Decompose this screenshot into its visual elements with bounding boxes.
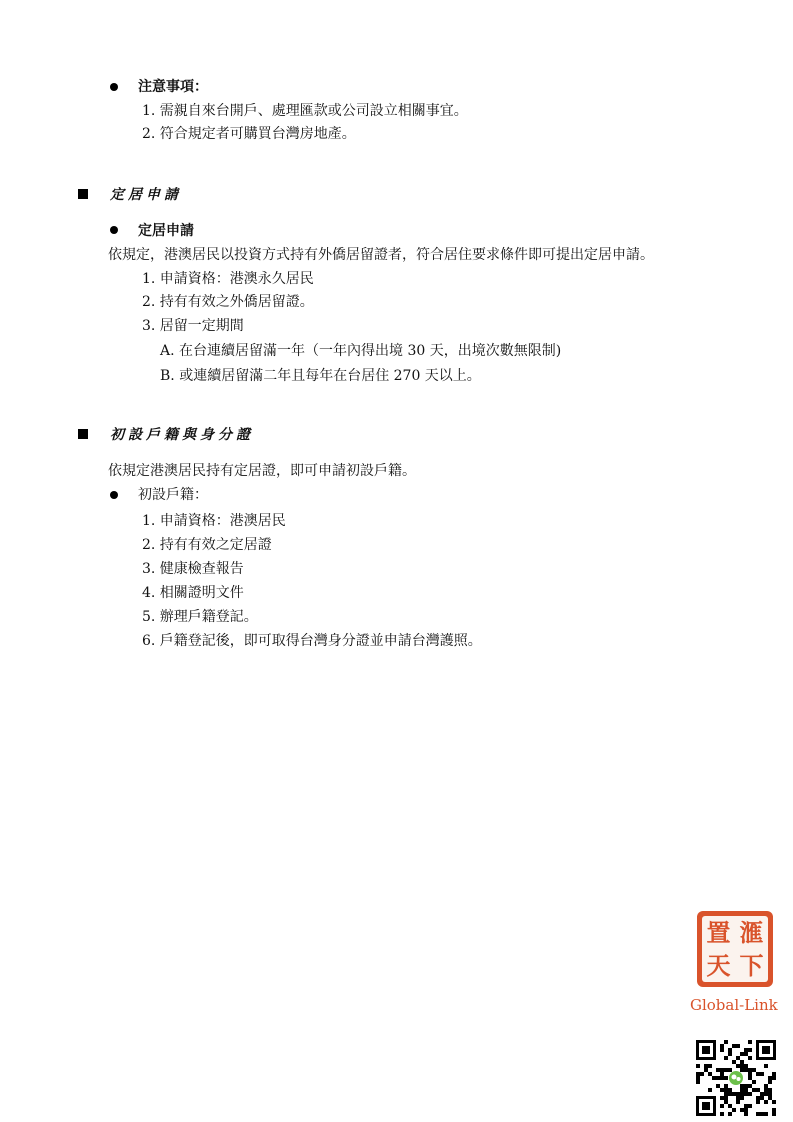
household-sub-title: 初設戶籍： [138,487,208,503]
brand-name: Global-Link [690,996,778,1014]
residence-sub-title: 定居申請 [138,223,194,239]
company-seal-logo [697,911,773,987]
seal-char-2: 滙 [739,918,764,947]
household-item-4: 4. 相關證明文件 [142,585,244,601]
residence-heading: 定居申請 [110,187,182,203]
residence-item-3: 3. 居留一定期間 [142,318,244,334]
household-item-6: 6. 戶籍登記後，即可取得台灣身分證並申請台灣護照。 [142,633,482,649]
household-heading-marker [78,429,88,439]
household-item-1: 1. 申請資格：港澳居民 [142,513,286,529]
residence-item-1: 1. 申請資格：港澳永久居民 [142,271,314,287]
household-intro: 依規定港澳居民持有定居證，即可申請初設戶籍。 [108,463,416,479]
seal-char-3: 天 [706,951,731,980]
household-item-2: 2. 持有有效之定居證 [142,537,272,553]
residence-intro: 依規定，港澳居民以投資方式持有外僑居留證者，符合居住要求條件即可提出定居申請。 [108,247,654,263]
residence-bullet [110,226,118,234]
household-bullet [110,491,118,499]
seal-char-1: 置 [706,918,731,947]
residence-sub-item-b: B. 或連續居留滿二年且每年在台居住 270 天以上。 [160,368,481,384]
notice-item-1: 1. 需親自來台開戶、處理匯款或公司設立相關事宜。 [142,103,468,119]
household-item-3: 3. 健康檢查報告 [142,561,244,577]
notice-title: 注意事項： [138,79,208,95]
household-item-5: 5. 辦理戶籍登記。 [142,609,258,625]
notice-item-2: 2. 符合規定者可購買台灣房地產。 [142,126,356,142]
household-heading: 初設戶籍與身分證 [110,427,254,443]
residence-heading-marker [78,189,88,199]
notice-bullet [110,83,118,91]
residence-sub-item-a: A. 在台連續居留滿一年（一年內得出境 30 天，出境次數無限制) [160,343,562,359]
qr-code-icon [696,1040,776,1116]
seal-char-4: 下 [739,951,764,980]
residence-item-2: 2. 持有有效之外僑居留證。 [142,294,314,310]
